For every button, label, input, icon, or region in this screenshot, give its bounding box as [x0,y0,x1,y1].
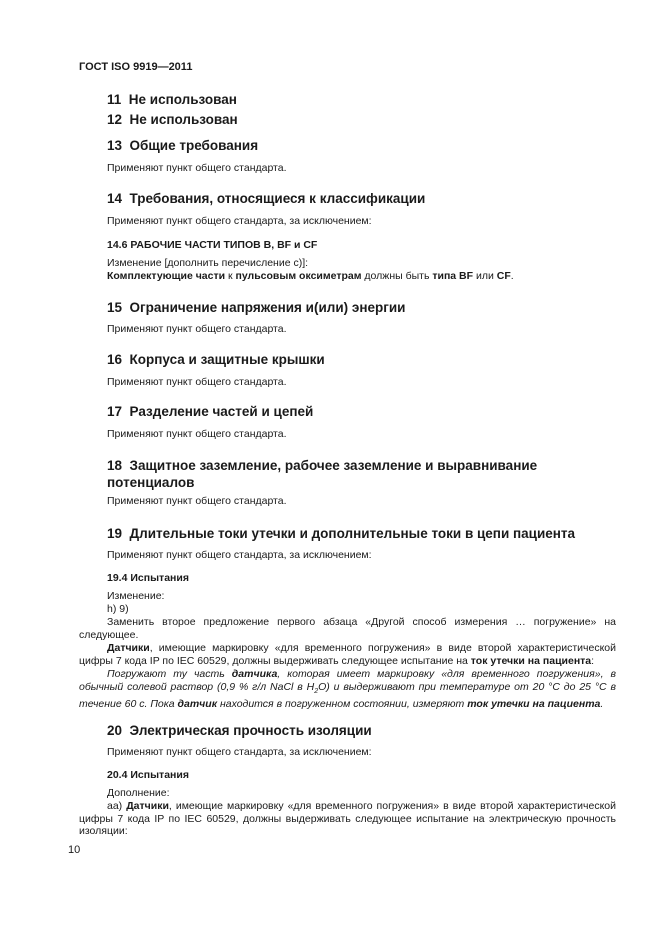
section-title: Защитное заземление, рабочее заземление и выравнивание [129,458,538,473]
section-17-heading [107,404,313,419]
section-15-text: Применяют пункт общего стандарта. [107,323,287,335]
section-number: 19 [107,526,123,541]
section-16-text: Применяют пункт общего стандарта. [107,376,287,388]
section-14-heading [107,191,425,206]
section-18-heading-cont: потенциалов [107,475,195,490]
section-17-text: Применяют пункт общего стандарта. [107,428,287,440]
section-18-text: Применяют пункт общего стандарта. [107,495,287,507]
section-12-heading [107,112,238,127]
section-number: 15 [107,300,123,315]
paragraph-14-6: Комплектующие части к пульсовым оксиметрам должны быть типа BF или CF. [107,270,514,282]
replace-paragraph: Заменить второе предложение первого абзаца «Другой способ измерения … погружение» на следующее. [79,616,616,641]
section-16-heading [107,352,325,367]
subsection-19-4-heading: 19.4 Испытания [107,572,189,584]
paragraph-immersion-test: Погружают ту часть датчика, которая имеет маркировку «для временного погружения», в обычный солевой раствор (0,9 % г/л NaCl в $H_2O$) и выдерживают при температуре от 20 °С до 25 °С в течение 60 с. Пока датчик находится в погруженном состоянии, измеряют ток утечки на пациента. [79,668,616,711]
section-14-text: Применяют пункт общего стандарта, за исключением: [107,215,372,227]
section-18-heading [107,458,537,473]
section-title: Разделение частей и цепей [129,404,314,419]
section-20-text: Применяют пункт общего стандарта, за исключением: [107,746,372,758]
paragraph-aa: аа) Датчики, имеющие маркировку «для временного погружения» в виде второй характеристической цифры 7 кода IP по IEC 60529, должны выдерживать следующее испытание на электрическую прочность изоляции: [79,800,616,837]
item-reference: h) 9) [107,603,129,615]
section-number: 12 [107,112,123,127]
section-15-heading [107,300,405,315]
subsection-20-4-heading: 20.4 Испытания [107,769,189,781]
section-title: Электрическая прочность изоляции [129,723,372,738]
addition-note: Дополнение: [107,787,170,799]
page-number: 10 [68,844,81,856]
section-title: Не использован [129,112,238,127]
section-title: Не использован [128,92,237,107]
section-number: 18 [107,458,123,473]
section-number: 20 [107,723,123,738]
section-title: Общие требования [129,138,259,153]
change-note: Изменение [дополнить перечисление с)]: [107,257,309,269]
document-header: ГОСТ ISO 9919—2011 [79,61,193,73]
change-note: Изменение: [107,590,165,602]
paragraph-sensors: Датчики, имеющие маркировку «для временного погружения» в виде второй характеристической цифры 7 кода IP по IEC 60529, должны выдерживать следующее испытание на ток утечки на пациента: [79,642,616,667]
section-13-heading [107,138,258,153]
section-title: Длительные токи утечки и дополнительные токи в цепи пациента [129,526,576,541]
section-number: 13 [107,138,123,153]
section-number: 11 [107,92,122,107]
section-number: 16 [107,352,123,367]
subsection-14-6-heading: 14.6 РАБОЧИЕ ЧАСТИ ТИПОВ B, BF и CF [107,239,318,251]
section-13-text: Применяют пункт общего стандарта. [107,162,287,174]
section-title: Требования, относящиеся к классификации [129,191,426,206]
section-19-text: Применяют пункт общего стандарта, за исключением: [107,549,372,561]
section-19-heading [107,526,575,541]
section-number: 17 [107,404,123,419]
section-11-heading [107,92,237,107]
section-20-heading [107,723,372,738]
section-number: 14 [107,191,123,206]
section-title: Ограничение напряжения и(или) энергии [129,300,406,315]
section-title: Корпуса и защитные крышки [129,352,325,367]
